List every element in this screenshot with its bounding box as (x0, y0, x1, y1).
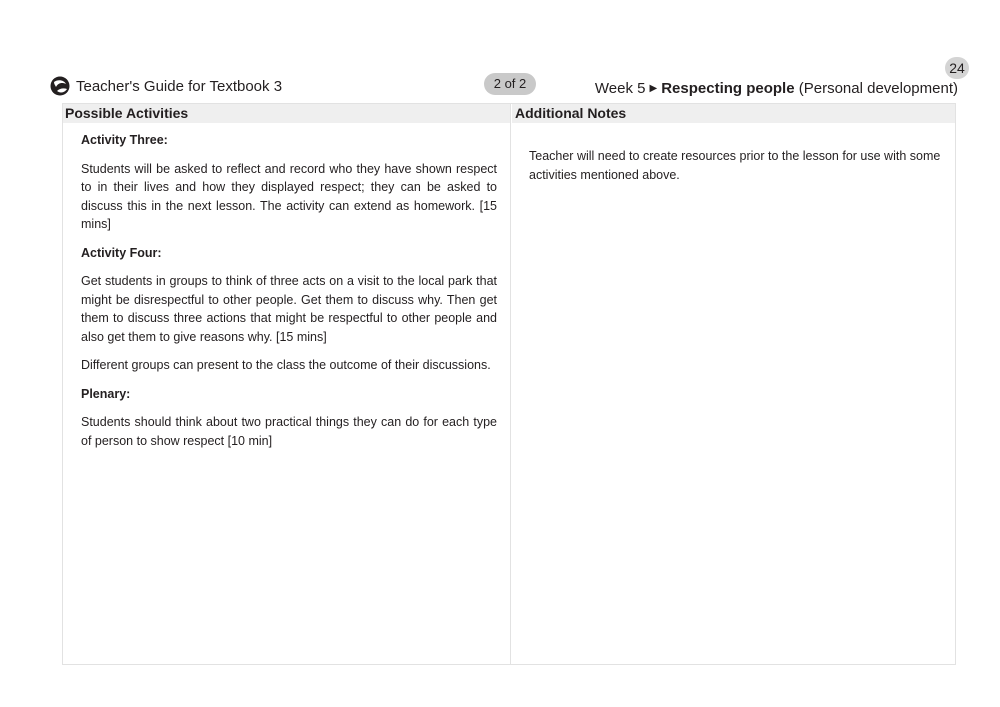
activities-column (81, 131, 497, 460)
additional-notes-header: Additional Notes (512, 104, 955, 123)
plenary-text: Students should think about two practical things they can do for each type of person to show respect [10 min] (81, 415, 497, 448)
group-presentation-text: Different groups can present to the class the outcome of their discussions. (81, 358, 491, 372)
lesson-subtitle: (Personal development) (798, 80, 958, 97)
activity-three-heading: Activity Three: (81, 133, 168, 147)
page-indicator: 2 of 2 (484, 73, 536, 95)
triangle-right-icon: ▶ (649, 83, 658, 94)
notes-text: Teacher will need to create resources prior to the lesson for use with some activities mentioned above. (529, 149, 941, 182)
globe-logo-icon (50, 76, 70, 96)
week-label: Week 5 (594, 80, 646, 97)
activity-three-text: Students will be asked to reflect and record who they have shown respect to in their lives and how they displayed respect; they can be asked to discuss this in the next lesson. The activity can extend as homework. [15 mins] (81, 161, 497, 231)
possible-activities-header: Possible Activities (63, 104, 510, 123)
activity-four-heading: Activity Four: (81, 245, 162, 260)
lesson-table (62, 103, 956, 665)
activity-four-text: Get students in groups to think of three acts on a visit to the local park that might be disrespectful to other people. Get them to discuss why. Then get them to discuss three actions that might be respectful to other people and also get them to give reasons why. [15 mins] (81, 274, 497, 344)
plenary-heading: Plenary: (81, 386, 131, 401)
week-heading (595, 80, 958, 97)
notes-column (529, 147, 947, 184)
guide-title: Teacher's Guide for Textbook 3 (76, 78, 283, 95)
column-divider (510, 104, 511, 664)
lesson-title: Respecting people (661, 80, 795, 97)
page-number: 24 (945, 57, 969, 79)
